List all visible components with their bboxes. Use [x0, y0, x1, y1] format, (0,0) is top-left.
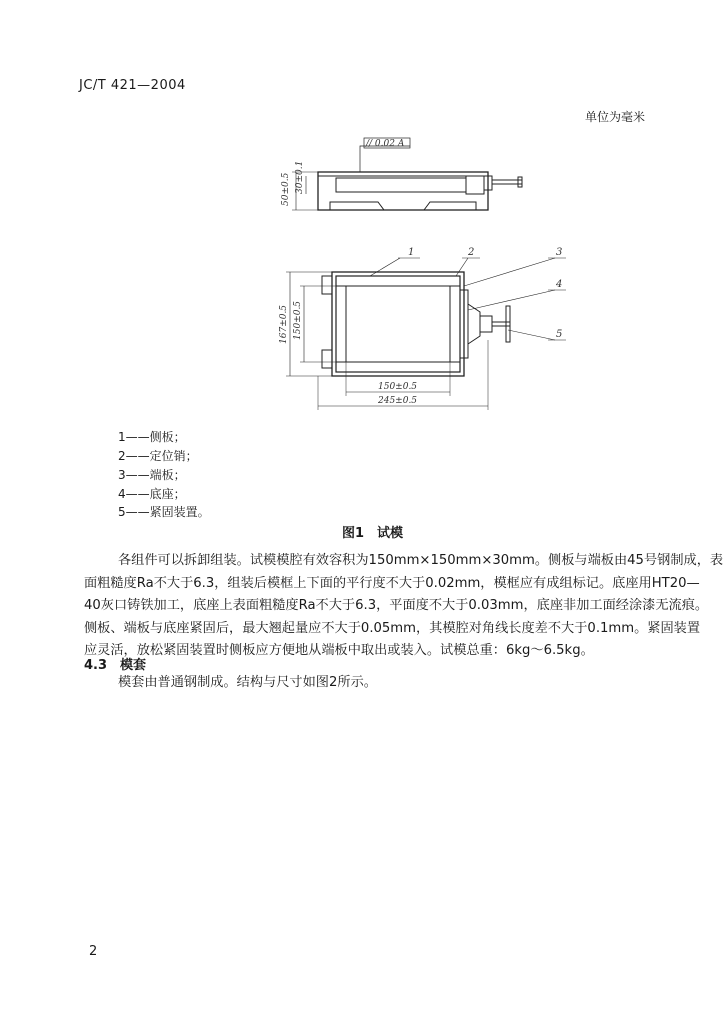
- standard-code: JC/T 421—2004: [79, 78, 186, 93]
- para-line-5: 应灵活，放松紧固装置时侧板应方便地从端板中取出或装入。试模总重：6kg～6.5kg。: [84, 643, 594, 658]
- para-line-3: 40灰口铸铁加工，底座上表面粗糙度Ra不大于6.3，平面度不大于0.03mm，底座非加工面经涂漆无流痕。: [84, 598, 709, 613]
- section-heading: 4.3 模套: [84, 658, 147, 673]
- para-line-2: 面粗糙度Ra不大于6.3，组装后模框上下面的平行度不大于0.02mm，模框应有成组标记。底座用HT20—: [84, 575, 700, 591]
- dim-width-outer: 245±0.5: [378, 396, 418, 406]
- para-line-1: 各组件可以拆卸组装。试模模腔有效容积为150mm×150mm×30mm。侧板与端板由45号钢制成，表: [118, 553, 724, 568]
- legend-item-1: 1——侧板；: [118, 430, 186, 444]
- para-line-4: 侧板、端板与底座紧固后，最大翘起量应不大于0.05mm，其模腔对角线长度差不大于0.1mm。紧固装置: [84, 620, 701, 636]
- tolerance-flag: // 0.02 A: [366, 139, 405, 149]
- dim-width-inner: 150±0.5: [378, 382, 418, 392]
- dim-height-inner: 30±0.1: [295, 160, 305, 194]
- paragraph-mold-sleeve: 模套由普通钢制成。结构与尺寸如图2所示。: [118, 675, 377, 690]
- figure-caption: 图1 试模: [342, 526, 404, 541]
- unit-note: 单位为毫米: [585, 110, 646, 124]
- part-label-5: 5: [556, 329, 563, 340]
- page-number: 2: [89, 944, 98, 959]
- legend-item-2: 2——定位销；: [118, 449, 198, 463]
- legend-item-4: 4——底座；: [118, 487, 186, 501]
- side-view: [292, 138, 522, 210]
- legend-item-3: 3——端板；: [118, 468, 186, 482]
- part-label-4: 4: [556, 279, 563, 290]
- legend-item-5: 5——紧固装置。: [118, 505, 210, 519]
- dim-depth-inner: 150±0.5: [293, 300, 303, 340]
- dim-depth-outer: 167±0.5: [279, 304, 289, 344]
- part-label-3: 3: [556, 247, 563, 258]
- paragraph-mold-spec: [84, 550, 724, 663]
- part-label-2: 2: [468, 247, 475, 258]
- part-label-1: 1: [408, 247, 415, 258]
- dim-height-side: 50±0.5: [281, 172, 291, 206]
- plan-view: [286, 258, 566, 410]
